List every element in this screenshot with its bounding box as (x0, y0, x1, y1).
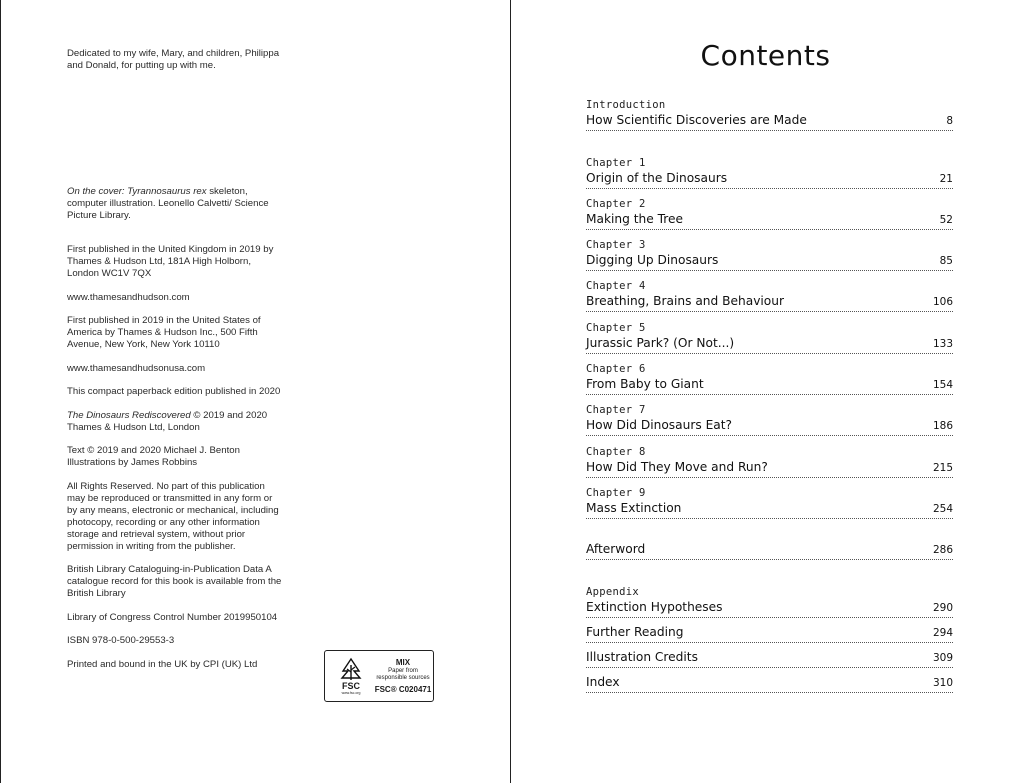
toc-page-number: 294 (932, 627, 953, 639)
toc-title: Afterword (586, 542, 646, 556)
toc-title: How Did They Move and Run? (586, 460, 768, 474)
toc-label: Chapter 3 (586, 239, 646, 251)
toc-title: Index (586, 675, 620, 689)
fsc-sources: Paper from responsible sources (376, 667, 430, 681)
us-website: www.thamesandhudsonusa.com (67, 362, 206, 374)
toc-page-number: 106 (932, 296, 953, 308)
loc-number: Library of Congress Control Number 2019950104 (67, 611, 278, 623)
toc-row (586, 500, 953, 519)
fsc-tree-logo (329, 652, 373, 700)
toc-title: Further Reading (586, 625, 684, 639)
toc-title: Extinction Hypotheses (586, 600, 723, 614)
toc-title: How Scientific Discoveries are Made (586, 113, 807, 127)
toc-entry (586, 157, 953, 189)
toc-row (586, 417, 953, 436)
toc-page-number: 309 (932, 652, 953, 664)
toc-entry (586, 280, 953, 312)
toc-label: Chapter 1 (586, 157, 646, 169)
toc-page-number: 186 (932, 420, 953, 432)
fsc-url: www.fsc.org (341, 691, 361, 695)
uk-website: www.thamesandhudson.com (67, 291, 190, 303)
toc-label: Chapter 6 (586, 363, 646, 375)
contents-page (511, 0, 1020, 783)
edition-note: This compact paperback edition published in 2020 (67, 386, 281, 397)
toc-entry (586, 446, 953, 478)
cover-species: Tyrannosaurus rex (127, 186, 207, 197)
toc-page-number: 286 (932, 544, 953, 556)
rights-statement: All Rights Reserved. No part of this publication may be reproduced or transmitted in any form or by any means, electronic or mechanical, including photocopy, recording or any other information storage and retrieval system, without prior permission in writing from the publisher. (67, 480, 279, 552)
toc-title: Illustration Credits (586, 650, 698, 664)
toc-row (586, 211, 953, 230)
toc-title: Jurassic Park? (Or Not...) (586, 336, 735, 350)
toc-page-number: 290 (932, 602, 953, 614)
isbn: ISBN 978-0-500-29553-3 (67, 635, 175, 646)
toc-label: Chapter 8 (586, 446, 646, 458)
toc-title: Mass Extinction (586, 501, 682, 515)
text-copyright: Text © 2019 and 2020 Michael J. Benton Illustrations by James Robbins (67, 445, 240, 468)
toc-entry (586, 363, 953, 395)
fsc-letters: FSC (342, 681, 360, 691)
toc-row (586, 541, 953, 560)
toc-entry (586, 239, 953, 271)
cover-text: skeleton, computer illustration. Leonello Calvetti/ Science Picture Library. (67, 186, 269, 221)
fsc-mix: MIX (395, 657, 411, 667)
toc-page-number: 310 (932, 677, 953, 689)
toc-title: From Baby to Giant (586, 377, 704, 391)
fsc-label (324, 650, 434, 702)
toc-label: Chapter 2 (586, 198, 646, 210)
toc-row (586, 112, 953, 131)
toc-label (586, 636, 953, 649)
toc-label: Appendix (586, 586, 639, 598)
toc-title: Origin of the Dinosaurs (586, 171, 728, 185)
toc-title: How Did Dinosaurs Eat? (586, 418, 732, 432)
copyright-text: © 2019 and 2020 Thames & Hudson Ltd, London (67, 409, 268, 433)
imprint-block (67, 48, 282, 682)
toc-label: Chapter 4 (586, 280, 646, 292)
cover-credit (67, 186, 282, 222)
toc-page-number: 85 (939, 255, 953, 267)
toc-entry (586, 198, 953, 230)
copyright-title: The Dinosaurs Rediscovered (67, 409, 191, 421)
toc-title: Breathing, Brains and Behaviour (586, 294, 784, 308)
toc-entry (586, 661, 953, 693)
toc-title: Making the Tree (586, 212, 684, 226)
toc-page-number: 133 (932, 338, 953, 350)
toc-label: Chapter 5 (586, 322, 646, 334)
toc-row (586, 293, 953, 312)
toc-label (586, 528, 953, 541)
fsc-text (373, 658, 433, 695)
toc-label (586, 661, 953, 674)
toc-row (586, 459, 953, 478)
toc-entry (586, 322, 953, 354)
toc-page-number: 215 (932, 462, 953, 474)
toc-entry (586, 99, 953, 131)
toc-page-number: 21 (939, 173, 953, 185)
toc-page-number: 254 (932, 503, 953, 515)
toc-row (586, 674, 953, 693)
toc-label: Introduction (586, 99, 666, 111)
book-copyright (67, 410, 282, 434)
us-publication: First published in 2019 in the United States of America by Thames & Hudson Inc., 500 Fifth Avenue, New York, New York 10110 (67, 315, 261, 350)
contents-title: Contents (700, 39, 831, 72)
printer-note: Printed and bound in the UK by CPI (UK) Ltd (67, 658, 258, 670)
uk-publication: First published in the United Kingdom in 2019 by Thames & Hudson Ltd, 181A High Holborn, London WC1V 7QX (67, 244, 274, 279)
fsc-code: FSC® C020471 (374, 684, 432, 694)
toc-entry (586, 528, 953, 560)
toc-row (586, 376, 953, 395)
toc-entry (586, 487, 953, 519)
toc-title: Digging Up Dinosaurs (586, 253, 719, 267)
toc-label (586, 611, 953, 624)
toc-row (586, 335, 953, 354)
toc-row (586, 170, 953, 189)
toc-row (586, 252, 953, 271)
dedication: Dedicated to my wife, Mary, and children, Philippa and Donald, for putting up with me. (67, 48, 280, 71)
british-library-note: British Library Cataloguing-in-Publication Data A catalogue record for this book is available from the British Library (67, 564, 282, 599)
toc-page-number: 154 (932, 379, 953, 391)
fsc-tree-icon (338, 657, 364, 681)
toc-label: Chapter 7 (586, 404, 646, 416)
toc-entry (586, 404, 953, 436)
toc-page-number: 8 (946, 115, 953, 127)
cover-label: On the cover: (67, 186, 125, 197)
toc-label: Chapter 9 (586, 487, 646, 499)
toc-page-number: 52 (939, 214, 953, 226)
